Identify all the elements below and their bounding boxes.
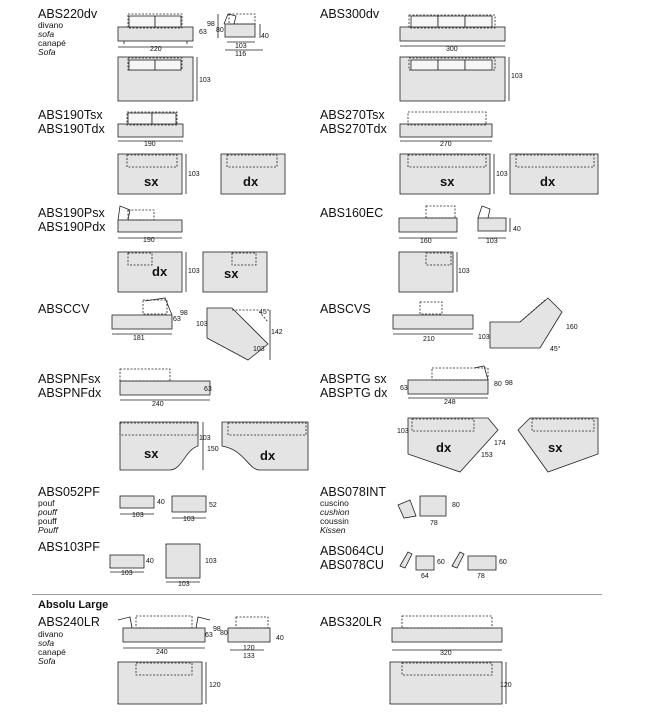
abs160ec-side-view [478, 206, 510, 238]
abs240lr-plan-view [118, 662, 206, 704]
code-abs190p: ABS190Psx ABS190Pdx [38, 206, 106, 234]
dim-label: 270 [440, 141, 452, 148]
dim-label: 45° [259, 309, 270, 316]
dim-label: 320 [440, 650, 452, 657]
dim-label: 103 [199, 77, 211, 84]
dim-label: 45° [550, 346, 561, 353]
dim-label: 64 [421, 573, 429, 580]
code-abscvs: ABSCVS [320, 302, 371, 316]
abs078int-plan-view [420, 496, 446, 516]
abs052pf-plan-view [172, 496, 206, 518]
abs190t-front-view [118, 112, 183, 141]
dim-label: 120 [209, 682, 221, 689]
dim-label: 103 [253, 346, 265, 353]
label-dx: dx [260, 448, 276, 463]
code-abs078int: ABS078INT [320, 485, 387, 499]
dim-label: 190 [144, 141, 156, 148]
dim-label: 240 [156, 649, 168, 656]
abs160ec-plan-view [399, 252, 457, 292]
dim-label: 63 [199, 29, 207, 36]
dim-label: 142 [271, 329, 283, 336]
code-abs160ec: ABS160EC [320, 206, 384, 220]
dim-label: 40 [261, 33, 269, 40]
dim-label: 103 [132, 512, 144, 519]
desc-line: sofa [38, 29, 55, 39]
code-abs190t: ABS190Tsx ABS190Tdx [38, 108, 105, 136]
dim-label: 40 [157, 499, 165, 506]
dim-label: 80 [216, 27, 224, 34]
dim-label: 60 [499, 559, 507, 566]
dim-label: 103 [458, 268, 470, 275]
dim-label: 78 [430, 520, 438, 527]
abscu-cushions [400, 552, 496, 570]
dim-label: 133 [243, 653, 255, 660]
desc-line: coussin [320, 516, 349, 526]
dim-label: 300 [446, 46, 458, 53]
dim-label: 210 [423, 336, 435, 343]
abs220dv-plan-view [118, 57, 197, 101]
dim-label: 103 [235, 43, 247, 50]
code-abs220dv: ABS220dv [38, 7, 98, 21]
label-dx: dx [540, 174, 556, 189]
dim-label: 80 [452, 502, 460, 509]
abs240lr-front-view [118, 616, 210, 648]
desc-line: pouf [38, 498, 55, 508]
desc-line: cushion [320, 507, 350, 517]
dim-label: 240 [152, 401, 164, 408]
dim-label: 103 [121, 570, 133, 577]
dim-label: 40 [146, 558, 154, 565]
label-sx: sx [144, 174, 159, 189]
dim-label: 103 [183, 516, 195, 523]
dim-label: 174 [494, 440, 506, 447]
dim-label: 103 [205, 558, 217, 565]
label-dx: dx [243, 174, 259, 189]
desc-line: pouff [38, 507, 57, 517]
label-sx: sx [440, 174, 455, 189]
dim-label: 60 [437, 559, 445, 566]
dim-label: 40 [276, 635, 284, 642]
abs270t-front-view [400, 112, 492, 141]
dim-label: 103 [178, 581, 190, 588]
abs160ec-front-view [399, 206, 457, 238]
dim-label: 103 [496, 171, 508, 178]
desc-line: pouff [38, 516, 57, 526]
abs078int-side-view [398, 500, 416, 518]
desc-line: cuscino [320, 498, 349, 508]
dim-label: 120 [500, 682, 512, 689]
dim-label: 98 [207, 21, 215, 28]
abs320lr-plan-view [390, 662, 506, 704]
dim-label: 150 [207, 446, 219, 453]
dim-label: 190 [143, 237, 155, 244]
abs220dv-front-view [118, 14, 193, 47]
label-sx: sx [548, 440, 563, 455]
dim-label: 103 [511, 73, 523, 80]
abs103pf-plan-view [166, 544, 200, 582]
desc-line: sofa [38, 638, 55, 648]
dim-label: 103 [188, 171, 200, 178]
code-abs052pf: ABS052PF [38, 485, 100, 499]
code-abs300dv: ABS300dv [320, 7, 380, 21]
dim-label: 80 [494, 381, 502, 388]
desc-line: Pouff [38, 525, 58, 535]
code-abs103pf: ABS103PF [38, 540, 100, 554]
abs320lr-front-view [392, 616, 502, 650]
abscvs-plan-view [490, 298, 562, 348]
dim-label: 103 [196, 321, 208, 328]
label-dx: dx [152, 264, 168, 279]
dim-label: 103 [199, 435, 211, 442]
dim-label: 80 [220, 630, 228, 637]
dim-label: 98 [180, 310, 188, 317]
dim-label: 181 [133, 335, 145, 342]
absptg-plan-dx [408, 418, 498, 472]
absccv-front-view [112, 298, 172, 334]
dim-label: 98 [213, 626, 221, 633]
abs190p-front-view [118, 206, 182, 238]
dim-label: 116 [235, 51, 247, 58]
desc-line: Sofa [38, 656, 56, 666]
code-abs320lr: ABS320LR [320, 615, 382, 629]
desc-line: divano [38, 629, 64, 639]
code-absccv: ABSCCV [38, 302, 90, 316]
dim-label: 103 [486, 238, 498, 245]
desc-line: canapé [38, 647, 66, 657]
label-sx: sx [224, 266, 239, 281]
code-absptg: ABSPTG sx ABSPTG dx [320, 372, 388, 400]
abscvs-front-view [393, 302, 473, 334]
dim-label: 220 [150, 46, 162, 53]
code-abs270t: ABS270Tsx ABS270Tdx [320, 108, 387, 136]
code-abscu: ABS064CU ABS078CU [320, 544, 384, 572]
dim-label: 78 [477, 573, 485, 580]
absptg-front-view [408, 366, 488, 398]
section-title: Absolu Large [38, 599, 109, 611]
abs300dv-front-view [400, 15, 505, 46]
dim-label: 103 [397, 428, 409, 435]
label-dx: dx [436, 440, 452, 455]
abspnf-front-view [120, 369, 210, 400]
dim-label: 153 [481, 452, 493, 459]
dim-label: 103 [478, 334, 490, 341]
dim-label: 63 [173, 316, 181, 323]
dim-label: 52 [209, 502, 217, 509]
desc-line: divano [38, 20, 64, 30]
dim-label: 63 [204, 386, 212, 393]
dim-label: 160 [566, 324, 578, 331]
dim-label: 120 [243, 645, 255, 652]
label-sx: sx [144, 446, 159, 461]
abspnf-plan-sx [120, 422, 203, 470]
dim-label: 63 [205, 632, 213, 639]
dim-label: 98 [505, 380, 513, 387]
dim-label: 63 [400, 385, 408, 392]
code-abspnf: ABSPNFsx ABSPNFdx [38, 372, 102, 400]
code-abs240lr: ABS240LR [38, 615, 100, 629]
dim-label: 160 [420, 238, 432, 245]
desc-line: Sofa [38, 47, 56, 57]
dim-label: 103 [188, 268, 200, 275]
dim-label: 40 [513, 226, 521, 233]
abs300dv-plan-view [400, 57, 509, 101]
desc-line: Kissen [320, 525, 346, 535]
desc-line: canapé [38, 38, 66, 48]
dim-label: 248 [444, 399, 456, 406]
